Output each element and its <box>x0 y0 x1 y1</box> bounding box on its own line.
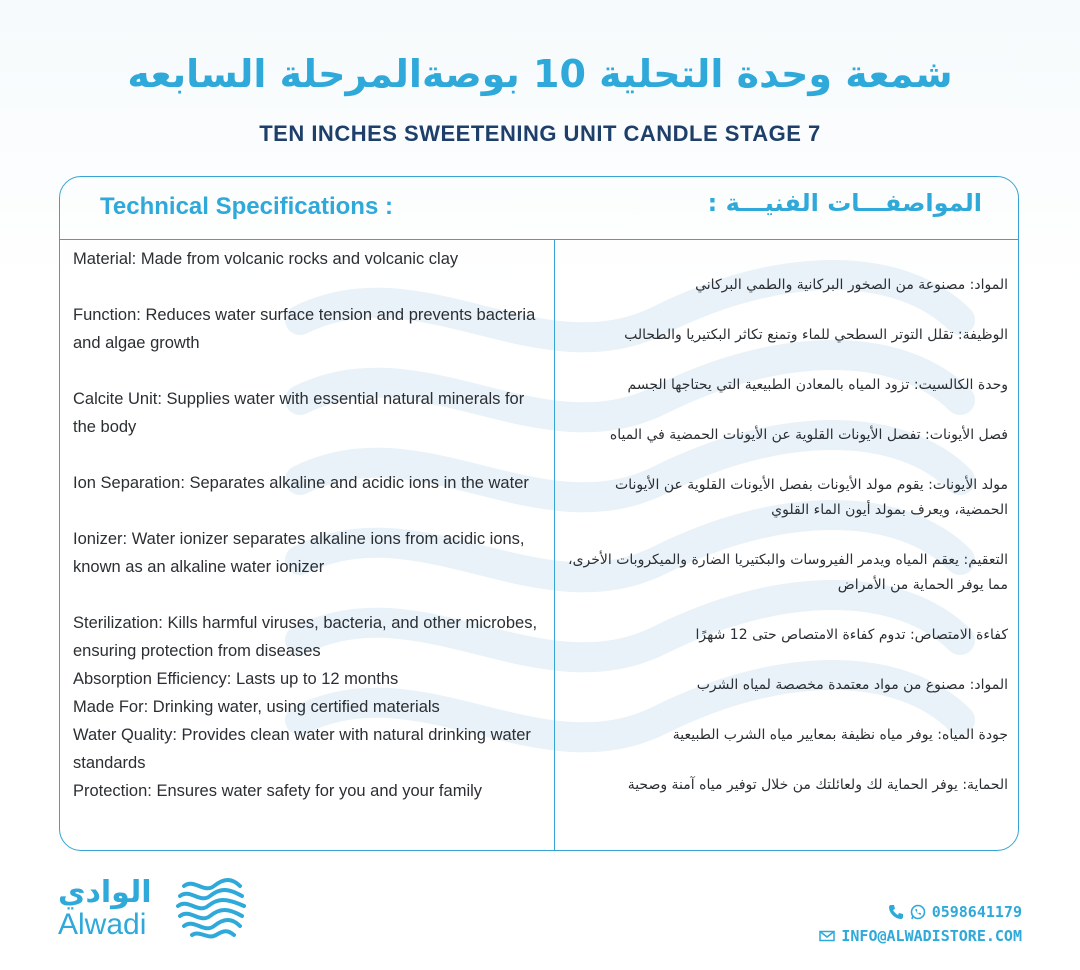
spec-item-en: Calcite Unit: Supplies water with essential natural minerals for the body <box>73 390 525 436</box>
phone-icon <box>888 904 904 920</box>
panel-header-divider <box>60 239 1018 240</box>
spec-item-ar: مولد الأيونات: يقوم مولد الأيونات بفصل الأيونات القلوية عن الأيونات الحمضية، ويعرف بمولد أيون الماء القلوي <box>615 477 1008 518</box>
spec-item-ar: كفاءة الامتصاص: تدوم كفاءة الامتصاص حتى 12 شهرًا <box>695 627 1008 643</box>
whatsapp-icon <box>910 904 926 920</box>
spec-item-ar: فصل الأيونات: تفصل الأيونات القلوية عن الأيونات الحمضية في المياه <box>609 427 1008 443</box>
specs-heading-english: Technical Specifications : <box>100 193 393 220</box>
spec-item-en: Ion Separation: Separates alkaline and acidic ions in the water <box>73 474 529 492</box>
spec-item-ar: المواد: مصنوعة من الصخور البركانية والطمي البركاني <box>695 277 1008 293</box>
specifications-panel <box>59 176 1019 851</box>
phone-number[interactable]: 0598641179 <box>931 903 1022 921</box>
panel-column-divider <box>554 239 555 850</box>
spec-item-ar: جودة المياه: يوفر مياه نظيفة بمعايير مياه الشرب الطبيعية <box>672 727 1008 743</box>
email-address[interactable]: INFO@ALWADISTORE.COM <box>841 927 1022 945</box>
logo-text-arabic: الوادي <box>58 875 152 910</box>
brand-logo <box>58 876 258 942</box>
spec-item-ar: الوظيفة: تقلل التوتر السطحي للماء وتمنع تكاثر البكتيريا والطحالب <box>624 327 1008 343</box>
specs-list-english <box>73 245 543 805</box>
spec-item-en: Water Quality: Provides clean water with natural drinking water standards <box>73 726 531 772</box>
email-row[interactable] <box>782 924 1022 948</box>
specs-list-arabic <box>560 273 1008 823</box>
spec-item-ar: الحماية: يوفر الحماية لك ولعائلتك من خلال توفير مياه آمنة وصحية <box>627 777 1008 793</box>
spec-item-en: Absorption Efficiency: Lasts up to 12 months <box>73 670 399 688</box>
contact-info <box>782 900 1022 948</box>
phone-row[interactable] <box>782 900 1022 924</box>
spec-item-ar: وحدة الكالسيت: تزود المياه بالمعادن الطبيعية التي يحتاجها الجسم <box>627 377 1008 393</box>
mail-icon <box>819 928 835 944</box>
page-title-english: TEN INCHES SWEETENING UNIT CANDLE STAGE 7 <box>259 121 821 146</box>
spec-item-en: Protection: Ensures water safety for you and your family <box>73 782 483 800</box>
page-title-arabic: شمعة وحدة التحلية 10 بوصةالمرحلة السابعه <box>127 52 953 96</box>
spec-item-en: Function: Reduces water surface tension and prevents bacteria and algae growth <box>73 306 536 352</box>
waves-logo-icon <box>176 876 246 940</box>
logo-text-english: Alwadi <box>58 908 147 941</box>
spec-item-en: Material: Made from volcanic rocks and volcanic clay <box>73 250 459 268</box>
spec-item-ar: المواد: مصنوع من مواد معتمدة مخصصة لمياه الشرب <box>696 677 1008 693</box>
spec-item-en: Made For: Drinking water, using certified materials <box>73 698 440 716</box>
spec-item-ar: التعقيم: يعقم المياه ويدمر الفيروسات والبكتيريا الضارة والميكروبات الأخرى، مما يوفر الحماية من الأمراض <box>568 552 1008 593</box>
spec-item-en: Sterilization: Kills harmful viruses, bacteria, and other microbes, ensuring protection from diseases <box>73 614 538 660</box>
spec-item-en: Ionizer: Water ionizer separates alkaline ions from acidic ions, known as an alkaline water ionizer <box>73 530 525 576</box>
specs-heading-arabic: المواصفـــات الفنيـــة : <box>707 189 982 217</box>
